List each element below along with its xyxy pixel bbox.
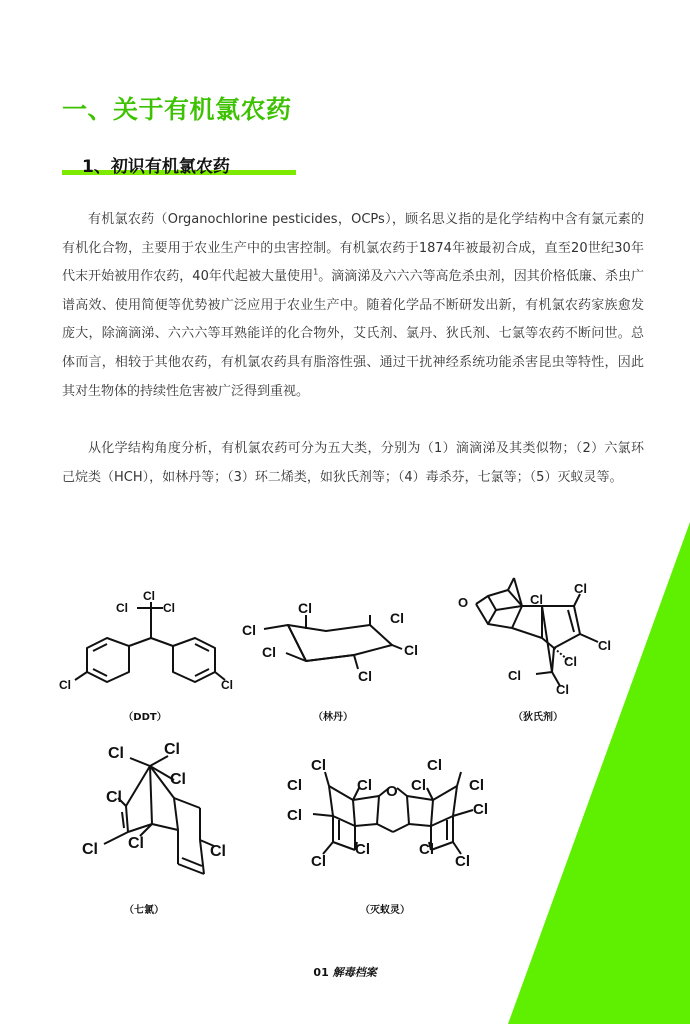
dieldrin-caption: （狄氏剂） <box>513 712 563 723</box>
atom-cl-4: Cl <box>106 789 122 806</box>
atom-cl-2: Cl <box>143 589 155 603</box>
atom-cl-1: Cl <box>116 601 128 615</box>
mirex-structure <box>283 750 503 875</box>
atom-cl-1: Cl <box>298 600 312 616</box>
atom-cl-6: Cl <box>355 841 370 858</box>
intro-text-b: 。滴滴涕及六六六等高危杀虫剂，因其价格低廉、杀虫广谱高效、使用简便等优势被广泛应用于农业生产中。随着化学品不断研发出新，有机氯农药家族愈发庞大，除滴滴涕、六六六等耳熟能详的化合物外，艾氏剂、氯丹、狄氏剂、七氯等农药不断问世。总体而言，相较于其他农药，有机氯农药具有脂溶性强、通过干扰神经系统功能杀害昆虫等特性，因此其对生物体的持续性危害被广泛得到重视。 <box>62 269 644 399</box>
atom-cl-6: Cl <box>358 668 372 684</box>
atom-cl-4: Cl <box>564 654 577 669</box>
classification-paragraph: 从化学结构角度分析，有机氯农药可分为五大类，分别为（1）滴滴涕及其类似物；（2）六氯环己烷类（HCH），如林丹等；（3）环二烯类，如狄氏剂等；（4）毒杀芬，七氯等；（5）灭蚁灵等。 <box>62 441 644 485</box>
lindane-caption: （林丹） <box>313 712 353 723</box>
atom-cl-4: Cl <box>287 807 302 824</box>
atom-cl-5: Cl <box>404 642 418 658</box>
atom-cl-12: Cl <box>419 841 434 858</box>
intro-paragraph <box>62 206 644 406</box>
atom-cl-1: Cl <box>530 592 543 607</box>
atom-cl-1: Cl <box>311 757 326 774</box>
atom-cl-5: Cl <box>82 841 98 858</box>
heptachlor-structure <box>78 736 238 886</box>
lindane-structure <box>240 595 420 685</box>
intro-text-a: 有机氯农药（Organochlorine pesticides，OCPs），顾名思义指的是化学结构中含有氯元素的有机化合物，主要用于农业生产中的虫害控制。有机氯农药于1874年被最初合成，直至20世纪30年代末开始被用作农药，40年代起被大量使用 <box>62 212 644 285</box>
section-title: 一、关于有机氯农药 <box>62 95 292 124</box>
atom-cl-3: Cl <box>163 601 175 615</box>
footer-brand: 解毒档案 <box>332 966 377 979</box>
atom-cl-3: Cl <box>390 610 404 626</box>
atom-cl-5: Cl <box>221 678 233 692</box>
heptachlor-caption: （七氯） <box>124 905 164 916</box>
atom-cl-6: Cl <box>556 682 569 697</box>
subsection-heading <box>62 152 296 176</box>
atom-cl-3: Cl <box>357 777 372 794</box>
atom-cl-1: Cl <box>108 745 124 762</box>
atom-cl-7: Cl <box>210 843 226 860</box>
footnote-marker: 1 <box>313 267 319 277</box>
atom-cl-5: Cl <box>311 853 326 870</box>
dieldrin-structure <box>450 576 620 698</box>
atom-cl-11: Cl <box>455 853 470 870</box>
subsection-title: 1、初识有机氯农药 <box>82 157 230 177</box>
atom-cl-4: Cl <box>262 644 276 660</box>
atom-cl-10: Cl <box>473 801 488 818</box>
atom-cl-6: Cl <box>128 835 144 852</box>
atom-cl-9: Cl <box>411 777 426 794</box>
atom-cl-2: Cl <box>242 622 256 638</box>
atom-cl-2: Cl <box>287 777 302 794</box>
atom-cl-2: Cl <box>164 741 180 758</box>
page-footer <box>0 964 690 980</box>
atom-cl-4: Cl <box>59 678 71 692</box>
atom-cl-2: Cl <box>574 581 587 596</box>
atom-o: O <box>386 783 398 800</box>
ddt-caption: （DDT） <box>123 712 167 723</box>
mirex-caption: （灭蚁灵） <box>360 905 410 916</box>
atom-cl-8: Cl <box>469 777 484 794</box>
page-number: 01 <box>313 966 329 979</box>
atom-cl-3: Cl <box>598 638 611 653</box>
atom-cl-3: Cl <box>170 771 186 788</box>
atom-cl-7: Cl <box>427 757 442 774</box>
atom-o: O <box>458 595 469 610</box>
ddt-structure <box>55 588 245 693</box>
atom-cl-5: Cl <box>508 668 521 683</box>
